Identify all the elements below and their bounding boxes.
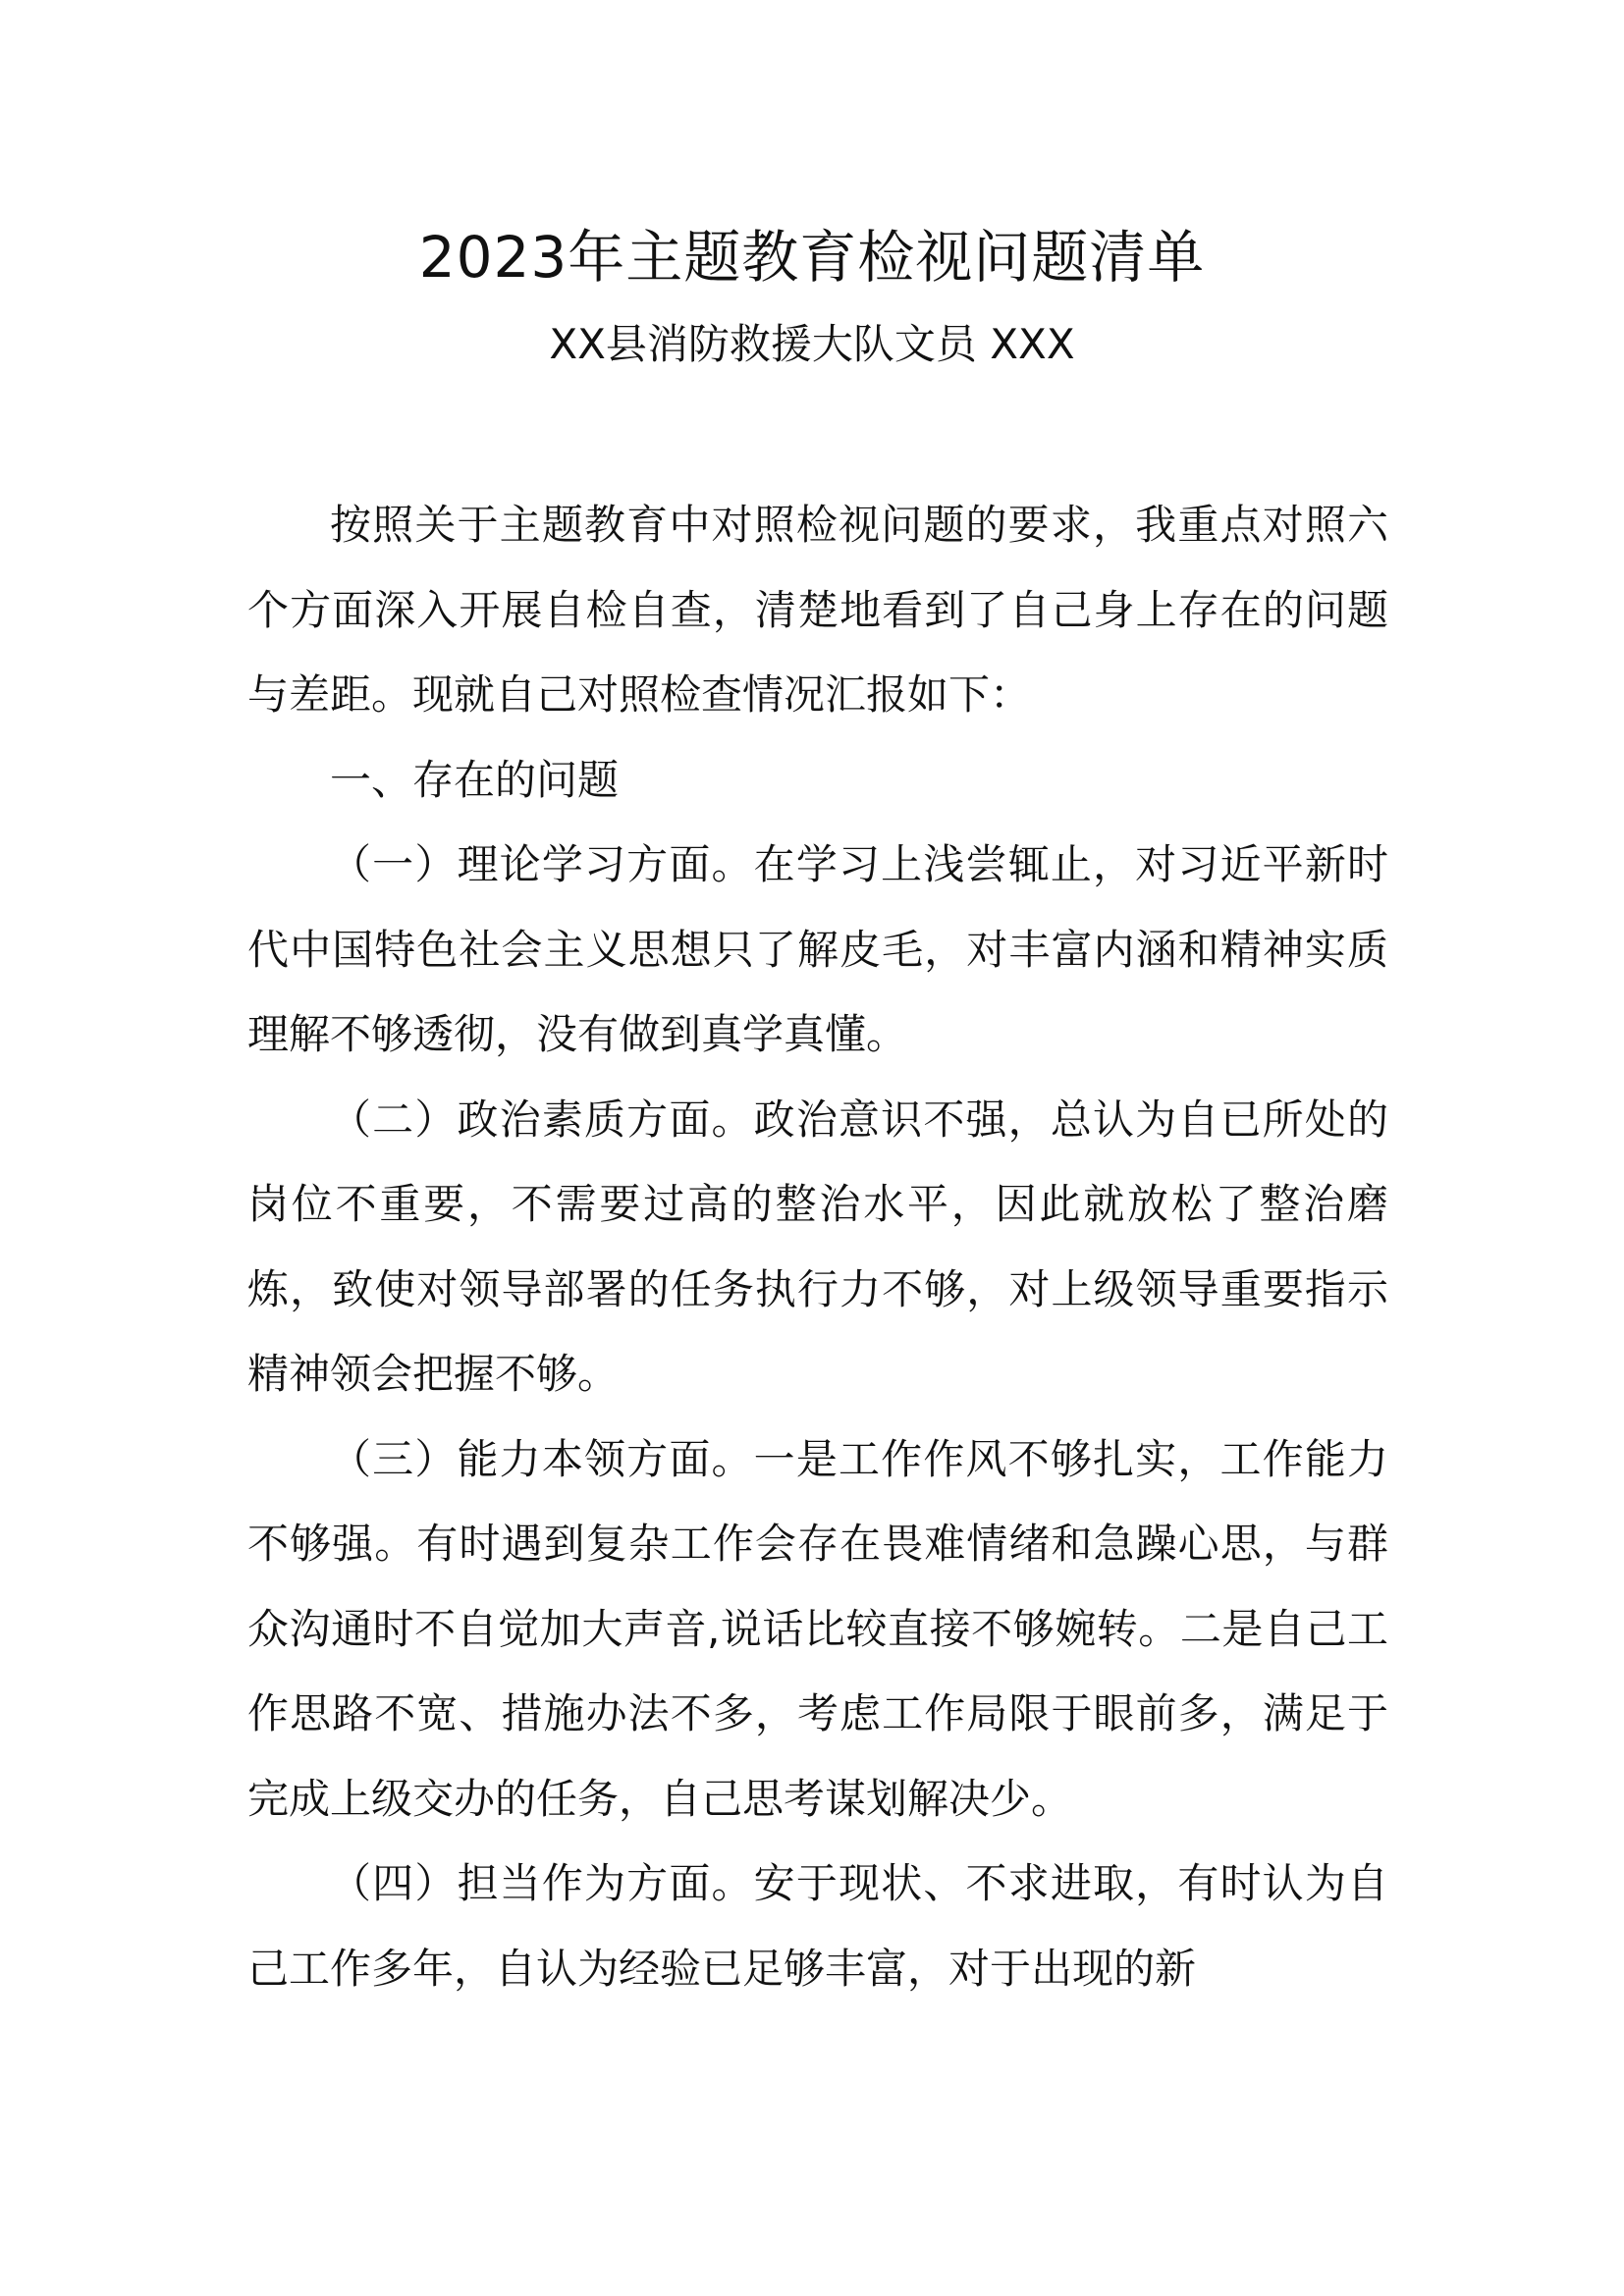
political-quality-paragraph: （二）政治素质方面。政治意识不强，总认为自已所处的岗位不重要，不需要过高的整治水平，因此就放松了整治磨炼，致使对领导部署的任务执行力不够，对上级领导重要指示精神领会把握不够。: [247, 1095, 1388, 1398]
document-title: 2023年主题教育检视问题清单: [418, 224, 1206, 291]
document-body: [247, 483, 1388, 2011]
intro-paragraph: 按照关于主题教育中对照检视问题的要求，我重点对照六个方面深入开展自检自查，清楚地看到了自己身上存在的问题与差距。现就自己对照检查情况汇报如下：: [247, 501, 1388, 719]
ability-paragraph: （三）能力本领方面。一是工作作风不够扎实，工作能力不够强。有时遇到复杂工作会存在畏难情绪和急躁心思，与群众沟通时不自觉加大声音,说话比较直接不够婉转。二是自己工作思路不宽、措施办法不多，考虑工作局限于眼前多，满足于完成上级交办的任务，自己思考谋划解决少。: [247, 1434, 1388, 1823]
document-subtitle: XX县消防救援大队文员 XXX: [549, 320, 1075, 368]
theory-study-paragraph: （一）理论学习方面。在学习上浅尝辄止，对习近平新时代中国特色社会主义思想只了解皮毛，对丰富内涵和精神实质理解不够透彻，没有做到真学真懂。: [247, 840, 1388, 1058]
section-heading: 一、存在的问题: [330, 755, 620, 804]
responsibility-paragraph: （四）担当作为方面。安于现状、不求进取，有时认为自己工作多年，自认为经验已足够丰富，对于出现的新: [247, 1859, 1388, 1993]
